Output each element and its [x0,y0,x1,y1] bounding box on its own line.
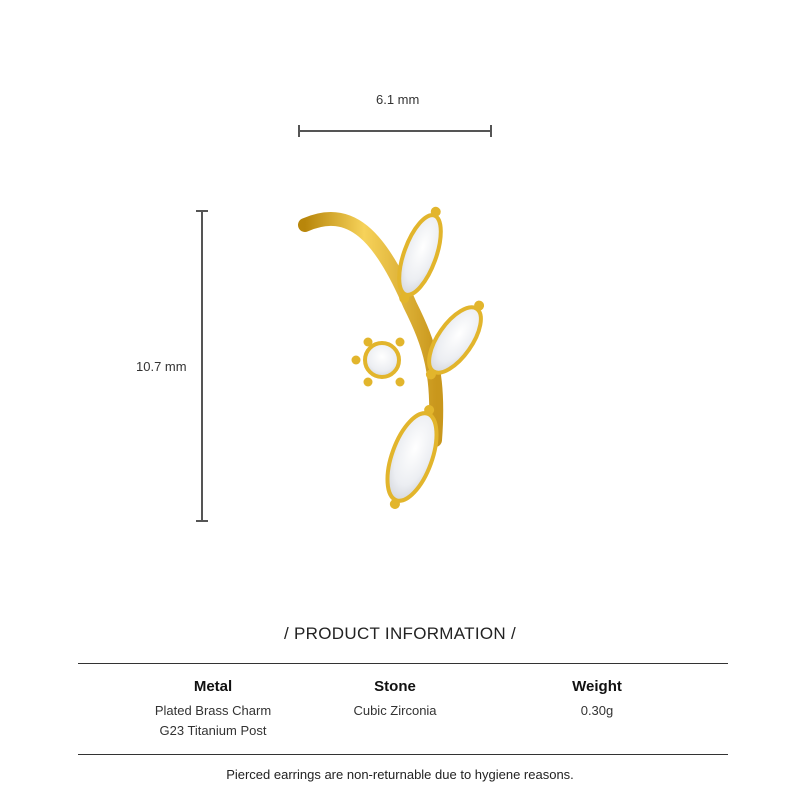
spec-stone-line-1: Cubic Zirconia [353,703,437,718]
spec-weight-title: Weight [572,678,622,695]
product-information-heading: / PRODUCT INFORMATION / [284,624,516,643]
spec-stone [285,678,505,721]
spec-weight-line-1: 0.30g [580,703,614,718]
spec-stone-title: Stone [374,678,416,695]
return-policy-note: Pierced earrings are non-returnable due to hygiene reasons. [226,767,574,782]
width-dimension-line [298,130,492,132]
height-dimension-line [201,210,203,522]
table-top-rule [78,663,728,664]
round-stone [352,338,405,387]
height-dimension-label: 10.7 mm [136,359,187,374]
table-bottom-rule [78,754,728,755]
spec-metal-title: Metal [193,678,233,695]
spec-metal-line-1: Plated Brass Charm [154,703,272,718]
width-dimension-label: 6.1 mm [376,92,420,107]
spec-weight [487,678,707,721]
earring-product-image [290,195,510,520]
spec-metal-line-2: G23 Titanium Post [159,723,267,738]
